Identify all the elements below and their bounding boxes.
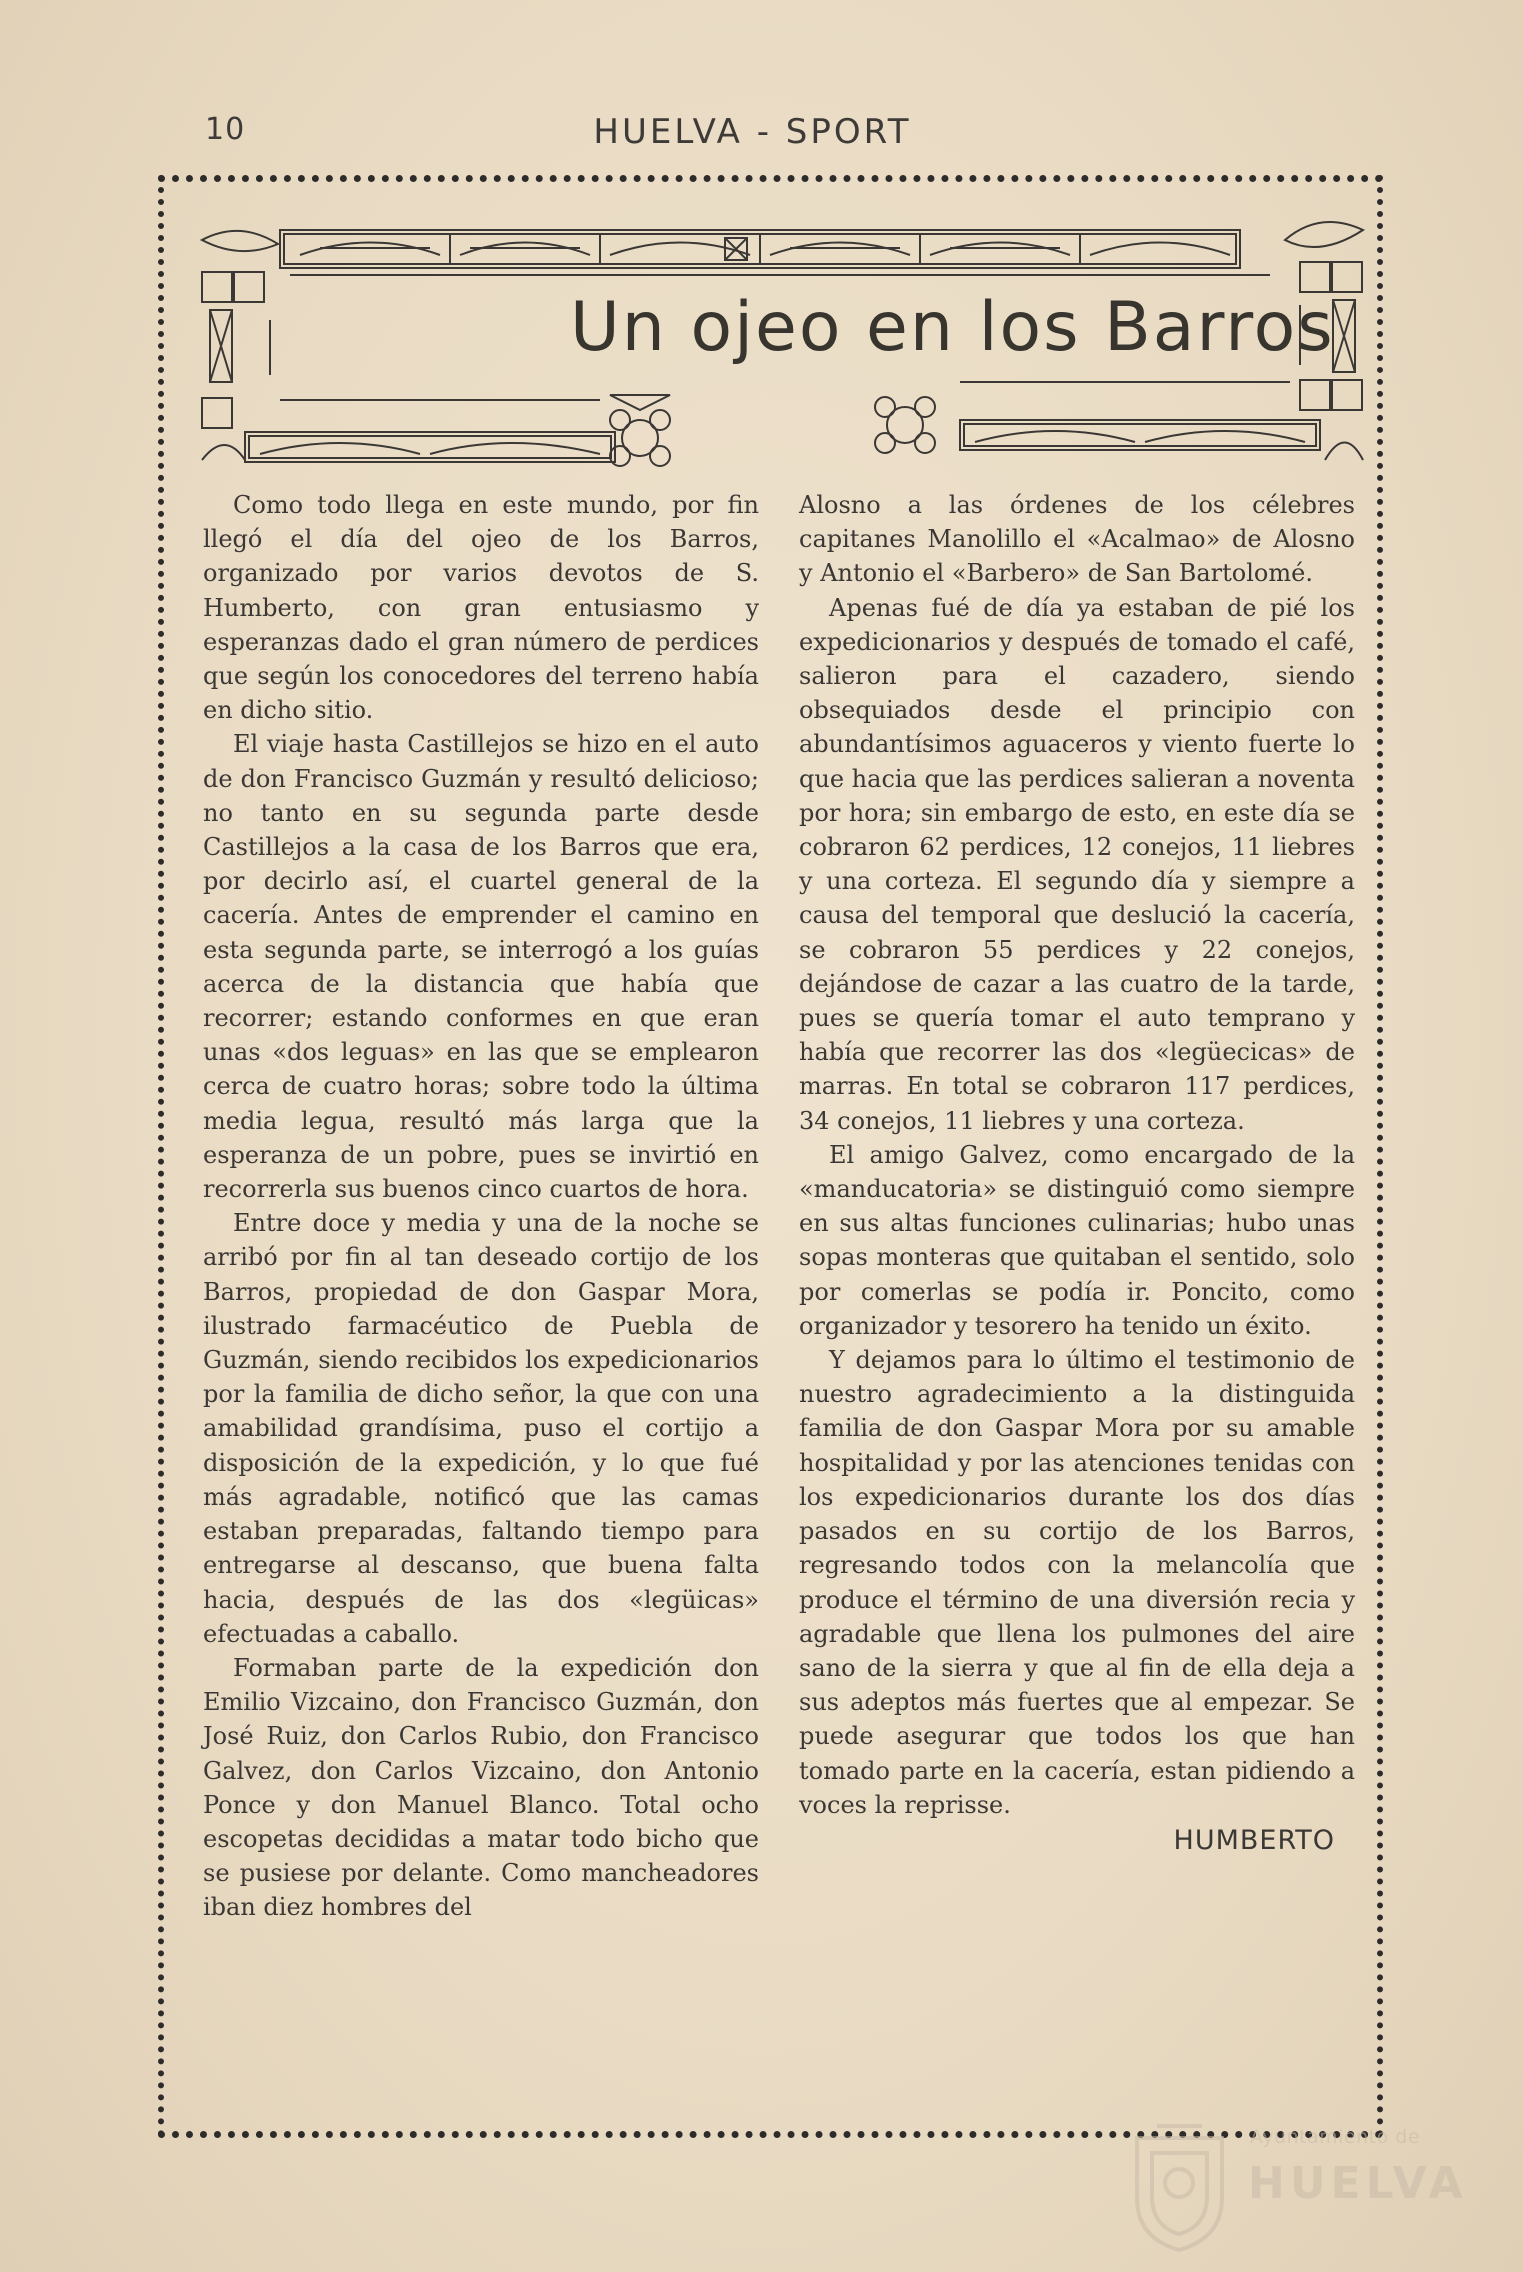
paragraph: Formaban parte de la expedición don Emilio Vizcaino, don Francisco Guzmán, don José Ruiz, don Carlos Rubio, don Francisco Galvez, don Carlos Vizcaino, don Antonio Ponce y don Manuel Blanco. Total ocho escopetas decididas a matar todo bicho que se pusiese por delante. Como mancheadores iban diez hombres del: [203, 1653, 759, 1922]
paragraph: El amigo Galvez, como encargado de la «manducatoria» se distinguió como siempre en sus altas funciones culinarias; hubo unas sopas monteras que quitaban el sentido, solo por comerlas se podía ir. Poncito, como organizador y tesorero ha tenido un éxito.: [799, 1140, 1355, 1340]
paragraph: Y dejamos para lo último el testimonio de nuestro agradecimiento a la distinguida familia de don Gaspar Mora por su amable hospitalidad y por las atenciones tenidas con los expedicionarios durante los dos días pasados en su cortijo de los Barros, regresando todos con la melancolía que produce el término de una diversión recia y agradable que llena los pulmones del aire sano de la sierra y que al fin de ella deja a sus adeptos más fuertes que al empezar. Se puede asegurar que todos los que han tomado parte en la cacería, estan pidiendo a voces la reprisse.: [799, 1346, 1355, 1819]
watermark-line1: Ayuntamiento de: [1250, 2126, 1421, 2148]
page-header: [205, 112, 1375, 162]
author-signature: HUMBERTO: [1173, 1824, 1335, 1856]
article-title: Un ojeo en los Barros: [570, 288, 1335, 367]
paragraph: Entre doce y media y una de la noche se arribó por fin al tan deseado cortijo de los Barros, propiedad de don Gaspar Mora, ilustrado farmacéutico de Puebla de Guzmán, siendo recibidos los expedicionarios por la familia de dicho señor, la que con una amabilidad grandísima, puso el cortijo a disposición de la expedición, y lo que fué más agradable, notificó que las camas estaban preparadas, faltando tiempo para entregarse al descanso, que buena falta hacia, después de las dos «legüicas» efectuadas a caballo.: [203, 1209, 759, 1648]
article-body: [203, 488, 1365, 2108]
right-column: [799, 488, 1355, 1858]
paragraph: Como todo llega en este mundo, por fin llegó el día del ojeo de los Barros, organizado por varios devotos de S. Humberto, con gran entusiasmo y esperanzas dado el gran número de perdices que según los conocedores del terreno había en dicho sitio.: [203, 491, 759, 725]
archive-watermark: [1110, 2118, 1470, 2258]
watermark-line2: HUELVA: [1248, 2158, 1468, 2209]
page-number: 10: [205, 112, 246, 147]
running-title: HUELVA - SPORT: [593, 112, 912, 152]
title-ornament-block: [200, 210, 1365, 470]
paragraph: El viaje hasta Castillejos se hizo en el auto de don Francisco Guzmán y resultó delicioso; no tanto en su segunda parte desde Castillejos a la casa de los Barros que era, por decirlo así, el cuartel general de la cacería. Antes de emprender el camino en esta segunda parte, se interrogó a los guías acerca de la distancia que había que recorrer; estando conformes en que eran unas «dos leguas» en las que se emplearon cerca de cuatro horas; sobre todo la última media legua, resultó más larga que la esperanza de un pobre, pues se invirtió en recorrerla sus buenos cinco cuartos de hora.: [203, 730, 759, 1204]
paragraph-continuation: Alosno a las órdenes de los célebres capitanes Manolillo el «Acalmao» de Alosno y Antonio el «Barbero» de San Bartolomé.: [799, 491, 1355, 588]
left-column: [203, 488, 759, 1925]
paragraph: Apenas fué de día ya estaban de pié los expedicionarios y después de tomado el café, salieron para el cazadero, siendo obsequiados desde el principio con abundantísimos aguaceros y viento fuerte lo que hacia que las perdices salieran a noventa por hora; sin embargo de esto, en este día se cobraron 62 perdices, 12 conejos, 11 liebres y una corteza. El segundo día y siempre a causa del temporal que deslució la cacería, se cobraron 55 perdices y 22 conejos, dejándose de cazar a las cuatro de la tarde, pues se quería tomar el auto temprano y había que recorrer las dos «legüecicas» de marras. En total se cobraron 117 perdices, 34 conejos, 11 liebres y una corteza.: [799, 593, 1355, 1135]
coat-of-arms-icon: [1122, 2118, 1237, 2253]
